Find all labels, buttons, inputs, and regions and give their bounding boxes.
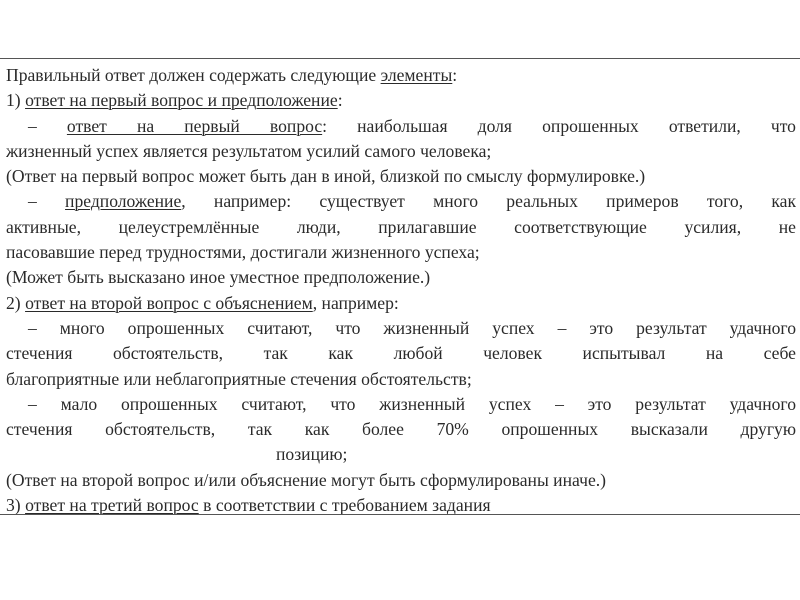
- text-span: , например: существует много реальных примеров того, как: [181, 191, 796, 212]
- text-line: [6, 114, 796, 139]
- text-span: пасовавшие перед трудностями, достигали жизненного успеха;: [6, 242, 480, 263]
- item-number: 2): [6, 292, 26, 313]
- answer-criteria-text: [6, 63, 796, 518]
- underlined-text: предположение: [65, 191, 182, 212]
- text-line-intro: [6, 63, 796, 88]
- text-span: стечения обстоятельств, так как любой человек испытывал на себе: [6, 343, 796, 364]
- text-line: [6, 392, 796, 417]
- item-number: 3): [6, 495, 26, 516]
- underlined-text: ответ на второй вопрос с объяснением: [25, 292, 313, 313]
- text-span: в соответствии с требованием задания: [198, 495, 491, 516]
- text-span: жизненный успех является результатом усилий самого человека;: [6, 140, 492, 161]
- text-line: [6, 215, 796, 240]
- text-span: Правильный ответ должен содержать следующие: [6, 65, 381, 85]
- text-span: (Ответ на второй вопрос и/или объяснение могут быть сформулированы иначе.): [6, 469, 607, 490]
- text-span: :: [452, 65, 458, 85]
- text-line: [6, 417, 796, 442]
- text-line: [6, 189, 796, 214]
- text-span: стечения обстоятельств, так как более 70% опрошенных высказали другую: [6, 419, 796, 440]
- text-span: –: [28, 191, 66, 212]
- underlined-text: элементы: [380, 65, 453, 85]
- text-span: : наибольшая доля опрошенных ответили, что: [322, 115, 796, 136]
- text-span: благоприятные или неблагоприятные стечения обстоятельств;: [6, 368, 472, 389]
- text-span: –: [28, 115, 67, 136]
- underlined-text: ответ на третий вопрос: [25, 495, 199, 516]
- text-line-note: [6, 468, 796, 493]
- text-line: [6, 367, 796, 392]
- text-span: активные, целеустремлённые люди, прилагавшие соответствующие усилия, не: [6, 216, 796, 237]
- underlined-text: ответ на первый вопрос: [66, 115, 323, 136]
- text-span: позицию;: [276, 444, 348, 465]
- underlined-text: ответ на первый вопрос и предположение: [25, 90, 338, 111]
- bottom-rule: [0, 514, 800, 515]
- text-line-note: [6, 265, 796, 290]
- text-line: [6, 442, 796, 467]
- text-span: , например:: [312, 292, 399, 313]
- text-span: (Ответ на первый вопрос может быть дан в иной, близкой по смыслу формулировке.): [6, 166, 646, 187]
- text-span: – мало опрошенных считают, что жизненный успех – это результат удачного: [28, 393, 796, 414]
- text-span: (Может быть высказано иное уместное предположение.): [6, 267, 431, 288]
- text-line-item-2: [6, 291, 796, 316]
- text-span: :: [337, 90, 343, 111]
- top-rule: [0, 58, 800, 59]
- text-line: [6, 240, 796, 265]
- text-line: [6, 316, 796, 341]
- text-line: [6, 341, 796, 366]
- text-line-item-1: [6, 88, 796, 113]
- text-line-note: [6, 164, 796, 189]
- text-span: – много опрошенных считают, что жизненный успех – это результат удачного: [28, 317, 796, 338]
- text-line: [6, 139, 796, 164]
- item-number: 1): [6, 90, 26, 111]
